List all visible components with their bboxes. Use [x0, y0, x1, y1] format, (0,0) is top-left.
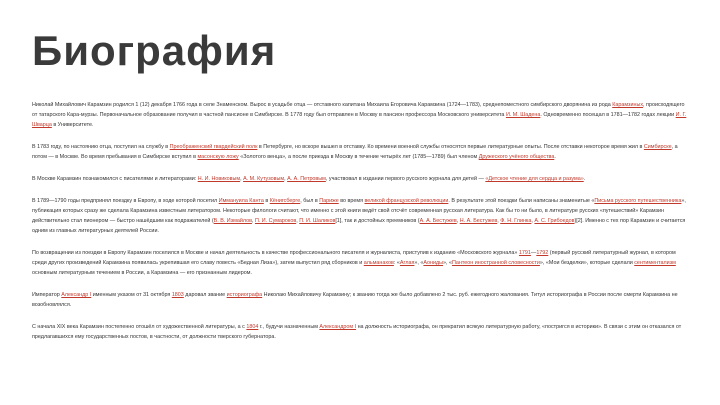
text-link[interactable]: Симбирске — [643, 144, 672, 150]
text-link[interactable]: Кёнигсберге — [269, 198, 301, 204]
paragraph-text: основным литературным течением в России, а Карамзина — его признанным лидером. — [32, 270, 252, 276]
paragraph — [32, 322, 688, 342]
text-link[interactable]: И. М. Шадена — [505, 112, 541, 118]
paragraph-text: Николаю Михайловичу Карамзину; к званию тогда же было добавлено 2 тыс. руб. ежегодного жалования. Титул историографа в России после смерти Карамзина не возобновлялся. — [32, 292, 678, 308]
paragraph — [32, 248, 688, 278]
paragraph-text: именным указом от 31 октября — [91, 292, 172, 298]
text-link[interactable]: масонскую ложу — [197, 154, 239, 160]
paragraph-text: г., будучи назначенным — [258, 324, 320, 330]
paragraph-text: , участвовал в издании первого русского журнала для детей — — [325, 176, 486, 182]
text-link[interactable]: А. М. Кутузовым — [243, 176, 285, 182]
paragraph-text: даровал звание — [183, 292, 227, 298]
paragraph-text: С начала XIX века Карамзин постепенно отошёл от художественной литературы, а с — [32, 324, 247, 330]
paragraph-text: . Одновременно посещал в 1781—1782 годах лекции — [540, 112, 676, 118]
text-link[interactable]: альманахов — [363, 260, 394, 266]
biography-text — [32, 100, 688, 354]
paragraph-text: . В результате этой поездки были написаны знаменитые « — [448, 198, 595, 204]
paragraph-text: в Петербурге, но вскоре вышел в отставку. Ко времени военной службы относятся первые литературные опыты. После отставки некоторое время жил в — [257, 144, 644, 150]
text-link[interactable]: Аглая — [399, 260, 415, 266]
text-link[interactable]: Н. И. Новиковым — [197, 176, 241, 182]
text-link[interactable]: Преображенский гвардейский полк — [169, 144, 258, 150]
text-link[interactable]: сентиментализм — [634, 260, 676, 266]
paragraph-text: По возвращении из поездки в Европу Карамзин поселился в Москве и начал деятельность в качестве профессионального писателя и журналиста, приступив к изданию «Московского журнала» — [32, 250, 519, 256]
paragraph-text: », публикация которых сразу же сделала Карамзина известным литератором. Некоторые филологи считают, что именно с этой книги ведёт свой отсчёт современная русская литература. Как бы то ни было, в литературе русских «путешествий» Карамзин действительно стал пионером — быстро нашёдшим как подражателей ( — [32, 198, 686, 224]
paragraph-text: . — [583, 176, 586, 182]
paragraph-text: В Москве Карамзин познакомился с писателями и литераторами: — [32, 176, 198, 182]
text-link[interactable]: «Детское чтение для сердца и разума» — [485, 176, 584, 182]
text-link[interactable]: историографа — [226, 292, 263, 298]
text-link[interactable]: 1792 — [536, 250, 549, 256]
paragraph-text: В 1789—1790 годы предпринял поездку в Европу, в ходе которой посетил — [32, 198, 219, 204]
paragraph-text: , — [456, 218, 460, 224]
paragraph-text: , — [284, 176, 288, 182]
paragraph — [32, 142, 688, 162]
paragraph-text: », « — [414, 260, 424, 266]
paragraph — [32, 174, 688, 184]
text-link[interactable]: Париже — [319, 198, 339, 204]
page-title: Биография — [32, 27, 277, 74]
paragraph-text: в — [263, 198, 270, 204]
paragraph-text: , а потом — в Москве. Во время пребывания в Симбирске вступил в — [32, 144, 678, 160]
paragraph-text: . — [554, 154, 556, 160]
paragraph-text: , — [296, 218, 300, 224]
paragraph-text: — — [530, 250, 537, 256]
paragraph-text: (первый русский литературный журнал, в котором среди других произведений Карамзина появилась укрепившая его славу повесть «Бедная Лиза»), затем выпустил ряд сборников и — [32, 250, 676, 266]
paragraph-text: , был в — [300, 198, 320, 204]
paragraph-text: , происходящего от татарского Кара-мурзы. Первоначальное образование получил в частной пансионе в Симбирске. В 1778 году был отправлен в Москву в пансион профессора Московского университета — [32, 102, 685, 118]
text-link[interactable]: Карамзиных — [612, 102, 644, 108]
text-link[interactable]: А. А. Бестужев — [419, 218, 457, 224]
text-link[interactable]: Пантеон иностранной словесности — [452, 260, 540, 266]
paragraph — [32, 196, 688, 236]
paragraph-text: во время — [338, 198, 365, 204]
paragraph-text: », « — [443, 260, 453, 266]
text-link[interactable]: великой французской революции — [364, 198, 449, 204]
text-link[interactable]: Ф. Н. Глинка — [500, 218, 532, 224]
paragraph — [32, 100, 688, 130]
text-link[interactable]: 1803 — [171, 292, 184, 298]
text-link[interactable]: Н. А. Бестужев — [459, 218, 498, 224]
text-link[interactable]: Дружеского учёного общества — [478, 154, 555, 160]
text-link[interactable]: Письма русского путешественника — [594, 198, 682, 204]
paragraph — [32, 290, 688, 310]
text-link[interactable]: В. В. Измайлов — [213, 218, 252, 224]
paragraph-text: , — [251, 218, 255, 224]
text-link[interactable]: И. Г. Шварца — [32, 112, 687, 128]
paragraph-text: , — [240, 176, 244, 182]
paragraph-text: [1], так и достойных преемников ( — [335, 218, 420, 224]
text-link[interactable]: Аониды — [423, 260, 444, 266]
paragraph-text: , — [497, 218, 501, 224]
text-link[interactable]: А. А. Петровым — [287, 176, 326, 182]
text-link[interactable]: 1804 — [246, 324, 259, 330]
paragraph-text: «Золотого венца», а после приезда в Москву в течение четырёх лет (1785—1789) был членом — [238, 154, 479, 160]
paragraph-text: на должность историографа, он прекратил всякую литературную работу, «постригся в историки». В связи с этим он отказался от предлагавшихся ему государственных постов, в частности, от должности тверского губернатора. — [32, 324, 682, 340]
text-link[interactable]: Иммануила Канта — [218, 198, 264, 204]
text-link[interactable]: П. И. Сумароков — [254, 218, 297, 224]
paragraph-text: : « — [393, 260, 400, 266]
paragraph-text: в Университете. — [51, 122, 94, 128]
paragraph-text: В 1783 году, по настоянию отца, поступил на службу в — [32, 144, 170, 150]
text-link[interactable]: П. И. Шаликов — [299, 218, 336, 224]
text-link[interactable]: Александр I — [61, 292, 92, 298]
text-link[interactable]: Александром I — [319, 324, 357, 330]
paragraph-text: Николай Михайлович Карамзин родился 1 (12) декабря 1766 года в селе Знаменском. Вырос в усадьбе отца — отставного капитана Михаила Егоровича Карамзина (1724—1783), среднепоместного симбирского дворянина из рода — [32, 102, 613, 108]
paragraph-text: )[2]. Именно с тех пор Карамзин и считается одним из главных литературных деятелей России. — [32, 218, 686, 234]
paragraph-text: Император — [32, 292, 62, 298]
text-link[interactable]: А. С. Грибоедов — [534, 218, 575, 224]
text-link[interactable]: 1791 — [518, 250, 531, 256]
paragraph-text: », «Мои безделки», которые сделали — [539, 260, 635, 266]
paragraph-text: , — [531, 218, 535, 224]
